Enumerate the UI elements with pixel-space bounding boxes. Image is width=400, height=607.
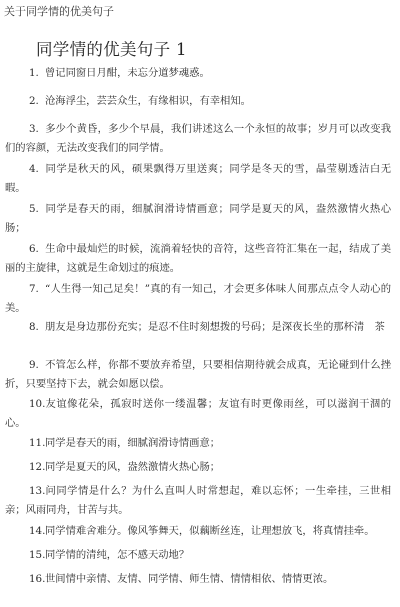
header-line: 关于同学情的优美句子 [4,5,114,18]
item-number: 5. [29,203,39,215]
item-number: 2. [29,95,39,107]
item-number: 15. [29,549,46,561]
item-text: 同学是夏天的风，盎然激情火热心肠； [45,461,221,473]
item-number: 3. [29,123,39,135]
list-item [5,434,391,453]
list-item [5,64,391,83]
item-text: 友谊像花朵，孤寂时送你一缕温馨；友谊有时更像雨丝，可以滋润干涸的心。 [5,398,391,429]
item-text: 同学情难舍难分。像风筝舞天，似藕断丝连，让理想放飞，将真情挂牵。 [45,525,375,537]
item-number: 12. [29,461,46,473]
item-number: 6. [29,243,39,255]
list-item [5,522,391,541]
item-number: 16. [29,573,46,585]
item-text: 沧海浮尘，芸芸众生，有缘相识，有幸相知。 [45,95,251,107]
item-number: 11. [29,437,46,449]
item-text: “人生得一知己足矣！”真的有一知己，才会更多体味人间那点点令人动心的美。 [5,283,391,314]
list-item [5,200,391,238]
list-item [5,570,391,589]
item-number: 1. [29,67,39,79]
item-text: 生命中最灿烂的时候，流淌着轻快的音符，这些音符汇集在一起，结成了美丽的主旋律，这就是生命划过的痕迹。 [5,243,391,274]
item-number: 14. [29,525,46,537]
item-text: 不管怎么样，你都不要放弃希望，只要相信期待就会成真，无论碰到什么挫折，只要坚持下去，就会如愿以偿。 [5,359,391,390]
list-item [5,92,391,111]
item-text: 同学是春天的雨，细腻润滑诗情画意； [45,437,221,449]
item-text: 世间情中亲情、友情、同学情、师生情、情情相依、情情更浓。 [45,573,334,585]
item-number: 8. [29,321,39,333]
item-number: 9. [29,359,39,371]
page-title: 同学情的优美句子 1 [36,40,187,59]
item-number: 10. [29,398,46,410]
list-item [5,458,391,477]
list-item [5,395,391,433]
item-text: 问同学情是什么？为什么直叫人时常想起，难以忘怀；一生牵挂，三世相亲；风雨同舟，甘苦与共。 [5,485,391,516]
list-item [5,356,391,394]
item-text: 同学是秋天的风，硕果飘得万里送爽；同学是冬天的雪，晶莹剔透洁白无暇。 [5,163,391,194]
list-item [5,280,391,318]
item-number: 4. [29,163,39,175]
item-text: 同学情的清纯，怎不感天动地？ [45,549,190,561]
item-text: 多少个黄昏，多少个早晨，我们讲述这么一个永恒的故事；岁月可以改变我们的容颜，无法改变我们的同学情。 [5,123,391,154]
list-item [5,318,391,337]
list-item [5,482,391,520]
item-text: 曾记同窗日月酣，未忘分道梦魂惑。 [45,67,210,79]
list-item [5,240,391,278]
list-item [5,120,391,158]
item-number: 13. [29,485,46,497]
item-text: 同学是春天的雨，细腻润滑诗情画意；同学是夏天的风，盎然激情火热心肠； [5,203,391,234]
item-number: 7. [29,283,39,295]
list-item [5,546,391,565]
list-item [5,160,391,198]
item-text: 朋友是身边那份充实；是忍不住时刻想拨的号码；是深夜长坐的那杯清 茶 [45,321,385,333]
